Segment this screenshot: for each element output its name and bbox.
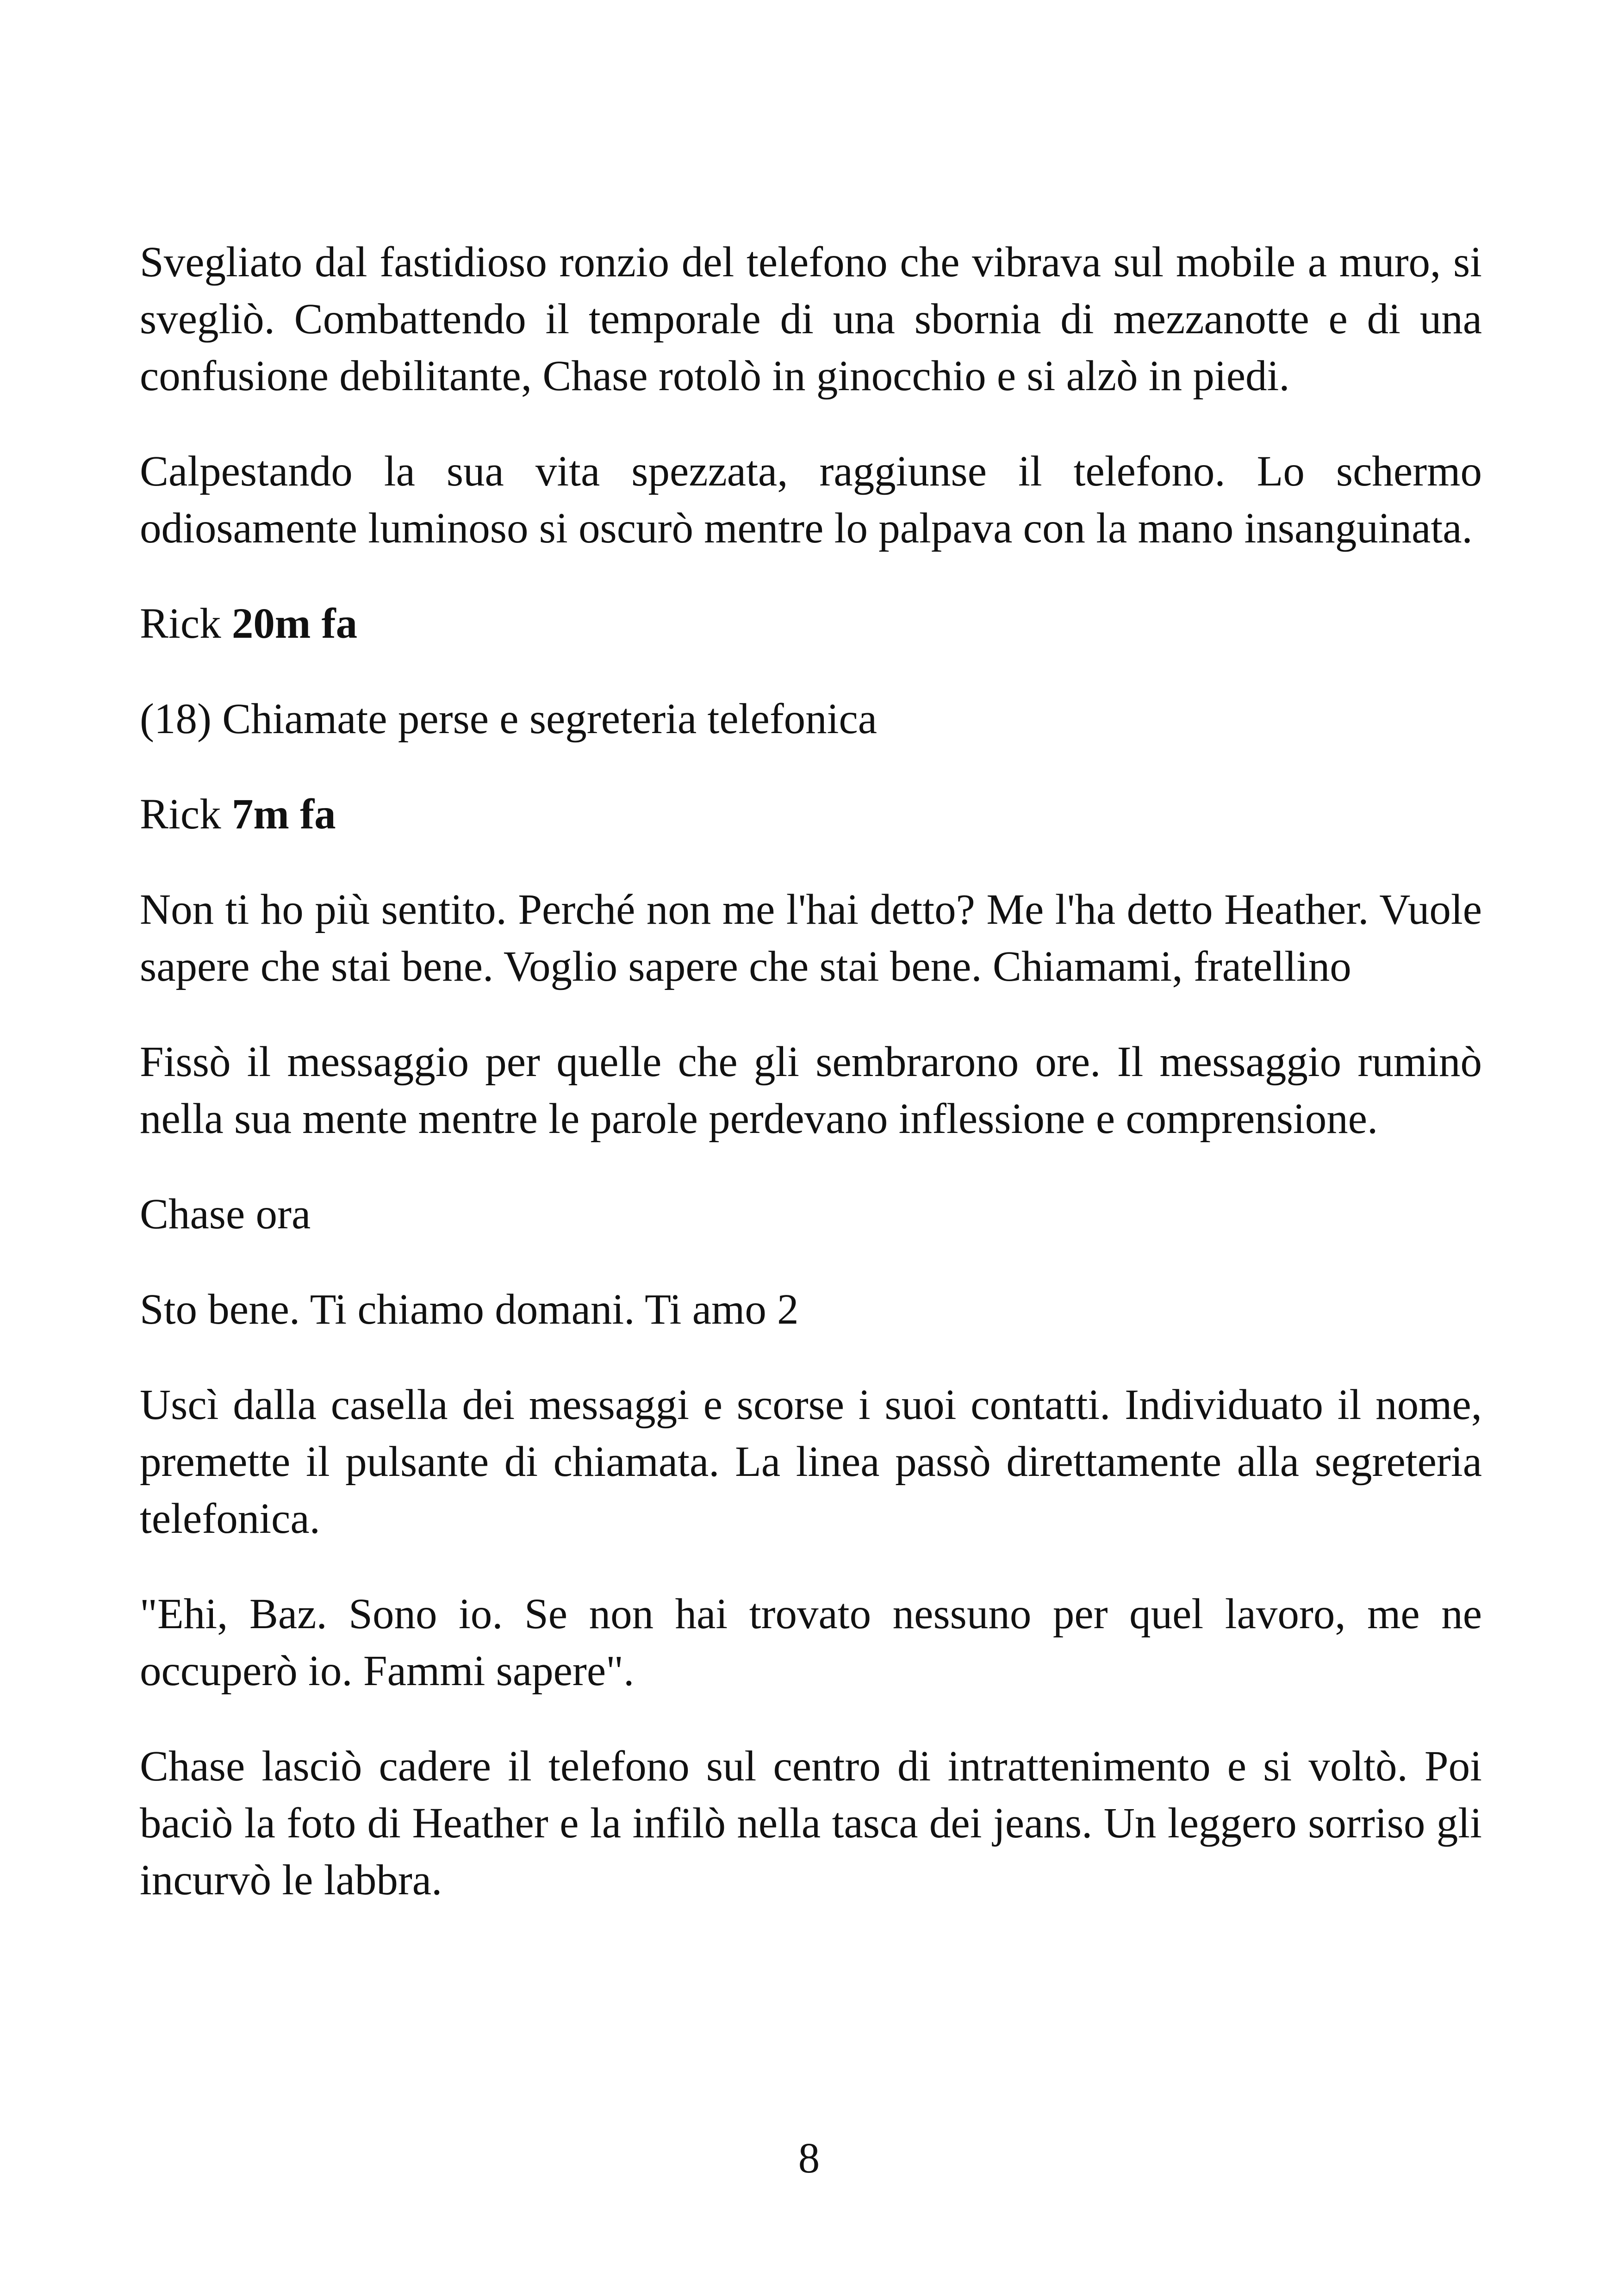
voicemail-quote: "Ehi, Baz. Sono io. Se non hai trovato nessuno per quel lavoro, me ne occuperò io. Fammi sapere". — [140, 1590, 1482, 1695]
paragraph-after-message: Fissò il messaggio per quelle che gli sembrarono ore. Il messaggio ruminò nella sua mente mentre le parole perdevano inflessione e comprensione. — [140, 1038, 1482, 1143]
paragraph-wake-up: Svegliato dal fastidioso ronzio del telefono che vibrava sul mobile a muro, si svegliò. Combattendo il temporale di una sbornia di mezzanotte e di una confusione debilitante, Chase rotolò in ginocchio e si alzò in piedi. — [140, 238, 1482, 400]
message-time: 7m fa — [231, 790, 336, 838]
paragraph-closing: Chase lasciò cadere il telefono sul centro di intrattenimento e si voltò. Poi baciò la foto di Heather e la infilò nella tasca dei jeans. Un leggero sorriso gli incurvò le labbra. — [140, 1742, 1482, 1904]
message-sender: Rick — [140, 600, 221, 647]
message-sender: Rick — [140, 790, 221, 838]
message-header-2 — [140, 786, 1482, 843]
missed-calls-line: (18) Chiamate perse e segreteria telefonica — [140, 695, 877, 743]
message-time: 20m fa — [231, 600, 358, 647]
reply-header: Chase ora — [140, 1190, 311, 1238]
message-header-1 — [140, 595, 1482, 652]
paragraph-call: Uscì dalla casella dei messaggi e scorse i suoi contatti. Individuato il nome, premette il pulsante di chiamata. La linea passò direttamente alla segreteria telefonica. — [140, 1381, 1482, 1543]
page-number: 8 — [798, 2134, 820, 2182]
paragraph-phone: Calpestando la sua vita spezzata, raggiunse il telefono. Lo schermo odiosamente luminoso si oscurò mentre lo palpava con la mano insanguinata. — [140, 448, 1482, 552]
reply-text: Sto bene. Ti chiamo domani. Ti amo 2 — [140, 1286, 799, 1333]
page-body — [140, 234, 1482, 1947]
message-text: Non ti ho più sentito. Perché non me l'hai detto? Me l'ha detto Heather. Vuole sapere che stai bene. Voglio sapere che stai bene. Chiamami, fratellino — [140, 886, 1482, 990]
